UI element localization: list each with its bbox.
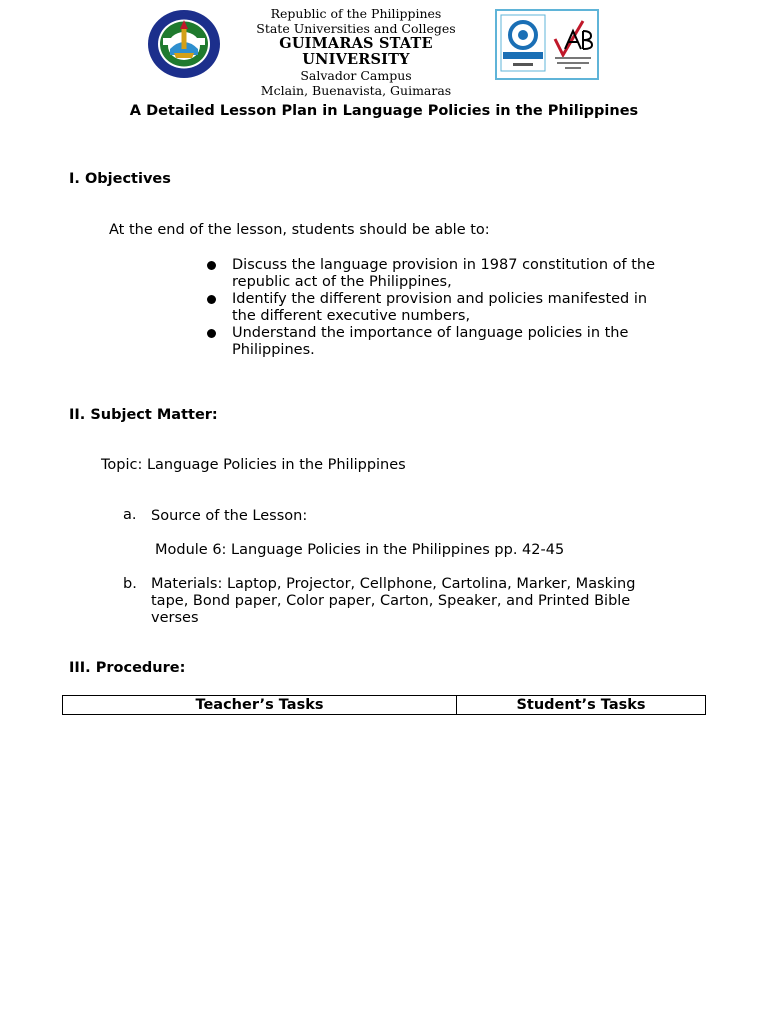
header-university-name: GUIMARAS STATE UNIVERSITY [279, 35, 433, 68]
materials-text: Materials: Laptop, Projector, Cellphone, Cartolina, Marker, Masking tape, Bond paper, Color paper, Carton, Speaker, and Printed Bible verses [151, 576, 636, 626]
iso-certification-icon [495, 9, 599, 80]
institution-header [236, 6, 476, 98]
subject-matter-heading: II. Subject Matter: [69, 407, 218, 423]
header-republic: Republic of the Philippines [270, 6, 442, 21]
header-suc: State Universities and Colleges [256, 21, 456, 36]
list-item: Identify the different provision and policies manifested in the different executive numbers, [206, 291, 696, 325]
header-campus: Salvador Campus [300, 68, 412, 83]
university-seal [146, 9, 222, 79]
iso-certification-badge [495, 9, 599, 80]
bullet-icon [207, 329, 216, 338]
list-item: Understand the importance of language policies in the Philippines. [206, 325, 696, 359]
table-header-row [63, 696, 706, 715]
procedure-table [62, 695, 706, 715]
objectives-list [206, 257, 696, 359]
student-tasks-header: Student’s Tasks [457, 696, 706, 715]
document-title: A Detailed Lesson Plan in Language Policies in the Philippines [129, 103, 639, 119]
item-a-marker: a. [123, 507, 137, 523]
header-address: Mclain, Buenavista, Guimaras [260, 83, 452, 98]
topic-line: Topic: Language Policies in the Philippines [101, 457, 406, 473]
university-seal-icon [146, 9, 222, 79]
teacher-tasks-header: Teacher’s Tasks [63, 696, 457, 715]
procedure-heading: III. Procedure: [69, 660, 186, 676]
objectives-intro: At the end of the lesson, students should be able to: [109, 222, 490, 238]
item-b-marker: b. [123, 576, 137, 592]
bullet-icon [207, 295, 216, 304]
bullet-icon [207, 261, 216, 270]
source-of-lesson-detail: Module 6: Language Policies in the Philippines pp. 42-45 [155, 542, 565, 558]
source-of-lesson-label: Source of the Lesson: [151, 508, 308, 524]
objectives-heading: I. Objectives [69, 171, 171, 187]
list-item: Discuss the language provision in 1987 constitution of the republic act of the Philippines, [206, 257, 696, 291]
